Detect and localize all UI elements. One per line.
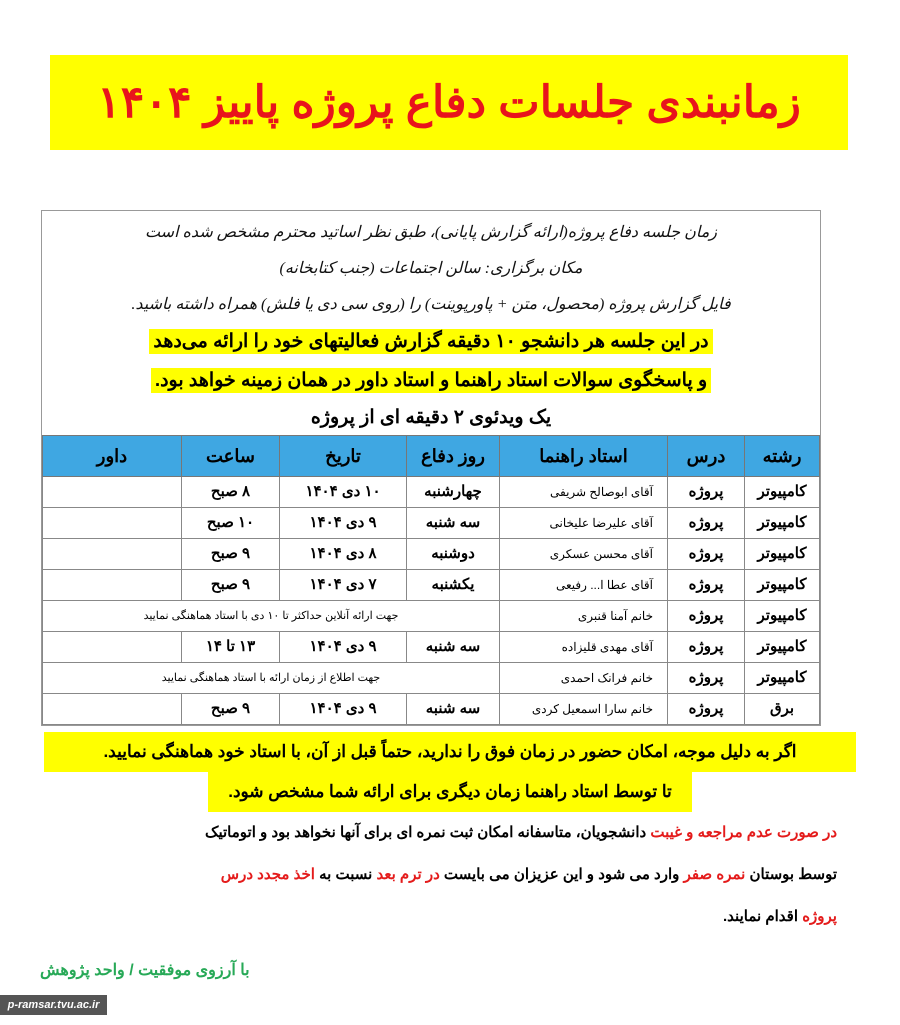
- notice-1: اگر به دلیل موجه، امکان حضور در زمان فوق را ندارید، حتماً قبل از آن، با استاد خود هماهنگی نمایید.: [44, 732, 856, 772]
- cell-day: سه شنبه: [407, 632, 500, 663]
- table-row: [43, 477, 820, 508]
- table-row: [43, 632, 820, 663]
- cell-time: ۸ صبح: [182, 477, 280, 508]
- cell-course: پروژه: [668, 694, 745, 725]
- warning-line-3: پروژه اقدام نمایند.: [723, 908, 837, 925]
- intro-line: مکان برگزاری: سالن اجتماعات (جنب کتابخانه): [279, 260, 583, 277]
- cell-advisor: خانم فرانک احمدی: [500, 663, 668, 694]
- cell-date: ۹ دی ۱۴۰۴: [280, 694, 407, 725]
- table-row: [43, 694, 820, 725]
- cell-advisor: خانم سارا اسمعیل کردی: [500, 694, 668, 725]
- cell-date: ۱۰ دی ۱۴۰۴: [280, 477, 407, 508]
- cell-time: ۹ صبح: [182, 694, 280, 725]
- cell-field: کامپیوتر: [745, 601, 820, 632]
- cell-day: سه شنبه: [407, 694, 500, 725]
- cell-field: کامپیوتر: [745, 663, 820, 694]
- cell-advisor: خانم آمنا قنبری: [500, 601, 668, 632]
- cell-course: پروژه: [668, 539, 745, 570]
- col-header-day: روز دفاع: [407, 436, 500, 477]
- cell-course: پروژه: [668, 601, 745, 632]
- cell-day: سه شنبه: [407, 508, 500, 539]
- col-header-advisor: استاد راهنما: [500, 436, 668, 477]
- cell-field: کامپیوتر: [745, 508, 820, 539]
- intro-line: فایل گزارش پروژه (محصول، متن + پاورپوینت) را (روی سی دی یا فلش) همراه داشته باشید.: [131, 296, 731, 313]
- cell-judge: [43, 570, 182, 601]
- cell-field: کامپیوتر: [745, 632, 820, 663]
- video-note: یک ویدئوی ۲ دقیقه ای از پروژه: [310, 407, 552, 428]
- cell-field: کامپیوتر: [745, 539, 820, 570]
- cell-judge: [43, 539, 182, 570]
- warning-line-2: توسط بوستان نمره صفر وارد می شود و این عزیزان می بایست در ترم بعد نسبت به اخذ مجدد درس: [220, 866, 837, 883]
- cell-advisor: آقای محسن عسکری: [500, 539, 668, 570]
- cell-note: جهت ارائه آنلاین حداکثر تا ۱۰ دی با استاد هماهنگی نمایید: [43, 601, 500, 632]
- cell-day: چهارشنبه: [407, 477, 500, 508]
- cell-advisor: آقای عطا ا... رفیعی: [500, 570, 668, 601]
- table-row: [43, 508, 820, 539]
- cell-time: ۹ صبح: [182, 570, 280, 601]
- table-row: [43, 539, 820, 570]
- page-title: زمانبندی جلسات دفاع پروژه پاییز ۱۴۰۴: [50, 55, 848, 150]
- cell-date: ۸ دی ۱۴۰۴: [280, 539, 407, 570]
- highlight-line: و پاسخگوی سوالات استاد راهنما و استاد داور در همان زمینه خواهد بود.: [151, 368, 711, 393]
- signature: با آرزوی موفقیت / واحد پژوهش: [40, 962, 250, 979]
- schedule-table: [42, 435, 820, 725]
- col-header-field: رشته: [745, 436, 820, 477]
- cell-course: پروژه: [668, 477, 745, 508]
- notice-2: تا توسط استاد راهنما زمان دیگری برای ارائه شما مشخص شود.: [208, 772, 692, 812]
- cell-judge: [43, 477, 182, 508]
- table-row: [43, 601, 820, 632]
- cell-course: پروژه: [668, 570, 745, 601]
- cell-date: ۷ دی ۱۴۰۴: [280, 570, 407, 601]
- cell-date: ۹ دی ۱۴۰۴: [280, 632, 407, 663]
- cell-date: ۹ دی ۱۴۰۴: [280, 508, 407, 539]
- cell-advisor: آقای مهدی قلیزاده: [500, 632, 668, 663]
- table-row: [43, 663, 820, 694]
- cell-field: کامپیوتر: [745, 570, 820, 601]
- col-header-date: تاریخ: [280, 436, 407, 477]
- warning-line-1: در صورت عدم مراجعه و غیبت دانشجویان، متاسفانه امکان ثبت نمره ای برای آنها نخواهد بود و اتوماتیک: [205, 824, 837, 841]
- cell-advisor: آقای ابوصالح شریفی: [500, 477, 668, 508]
- cell-time: ۱۳ تا ۱۴: [182, 632, 280, 663]
- notices-section: [0, 732, 900, 982]
- cell-course: پروژه: [668, 632, 745, 663]
- cell-field: کامپیوتر: [745, 477, 820, 508]
- highlight-line: در این جلسه هر دانشجو ۱۰ دقیقه گزارش فعالیتهای خود را ارائه می‌دهد: [149, 329, 712, 354]
- cell-judge: [43, 508, 182, 539]
- cell-course: پروژه: [668, 663, 745, 694]
- cell-course: پروژه: [668, 508, 745, 539]
- cell-judge: [43, 632, 182, 663]
- intro-line: زمان جلسه دفاع پروژه(ارائه گزارش پایانی)، طبق نظر اساتید محترم مشخص شده است: [144, 224, 718, 241]
- col-header-time: ساعت: [182, 436, 280, 477]
- watermark: p-ramsar.tvu.ac.ir: [0, 995, 107, 1015]
- cell-day: دوشنبه: [407, 539, 500, 570]
- cell-advisor: آقای علیرضا علیخانی: [500, 508, 668, 539]
- cell-time: ۹ صبح: [182, 539, 280, 570]
- cell-field: برق: [745, 694, 820, 725]
- cell-day: یکشنبه: [407, 570, 500, 601]
- schedule-box: [41, 210, 821, 726]
- col-header-judge: داور: [43, 436, 182, 477]
- cell-judge: [43, 694, 182, 725]
- table-row: [43, 570, 820, 601]
- cell-time: ۱۰ صبح: [182, 508, 280, 539]
- col-header-course: درس: [668, 436, 745, 477]
- cell-note: جهت اطلاع از زمان ارائه با استاد هماهنگی نمایید: [43, 663, 500, 694]
